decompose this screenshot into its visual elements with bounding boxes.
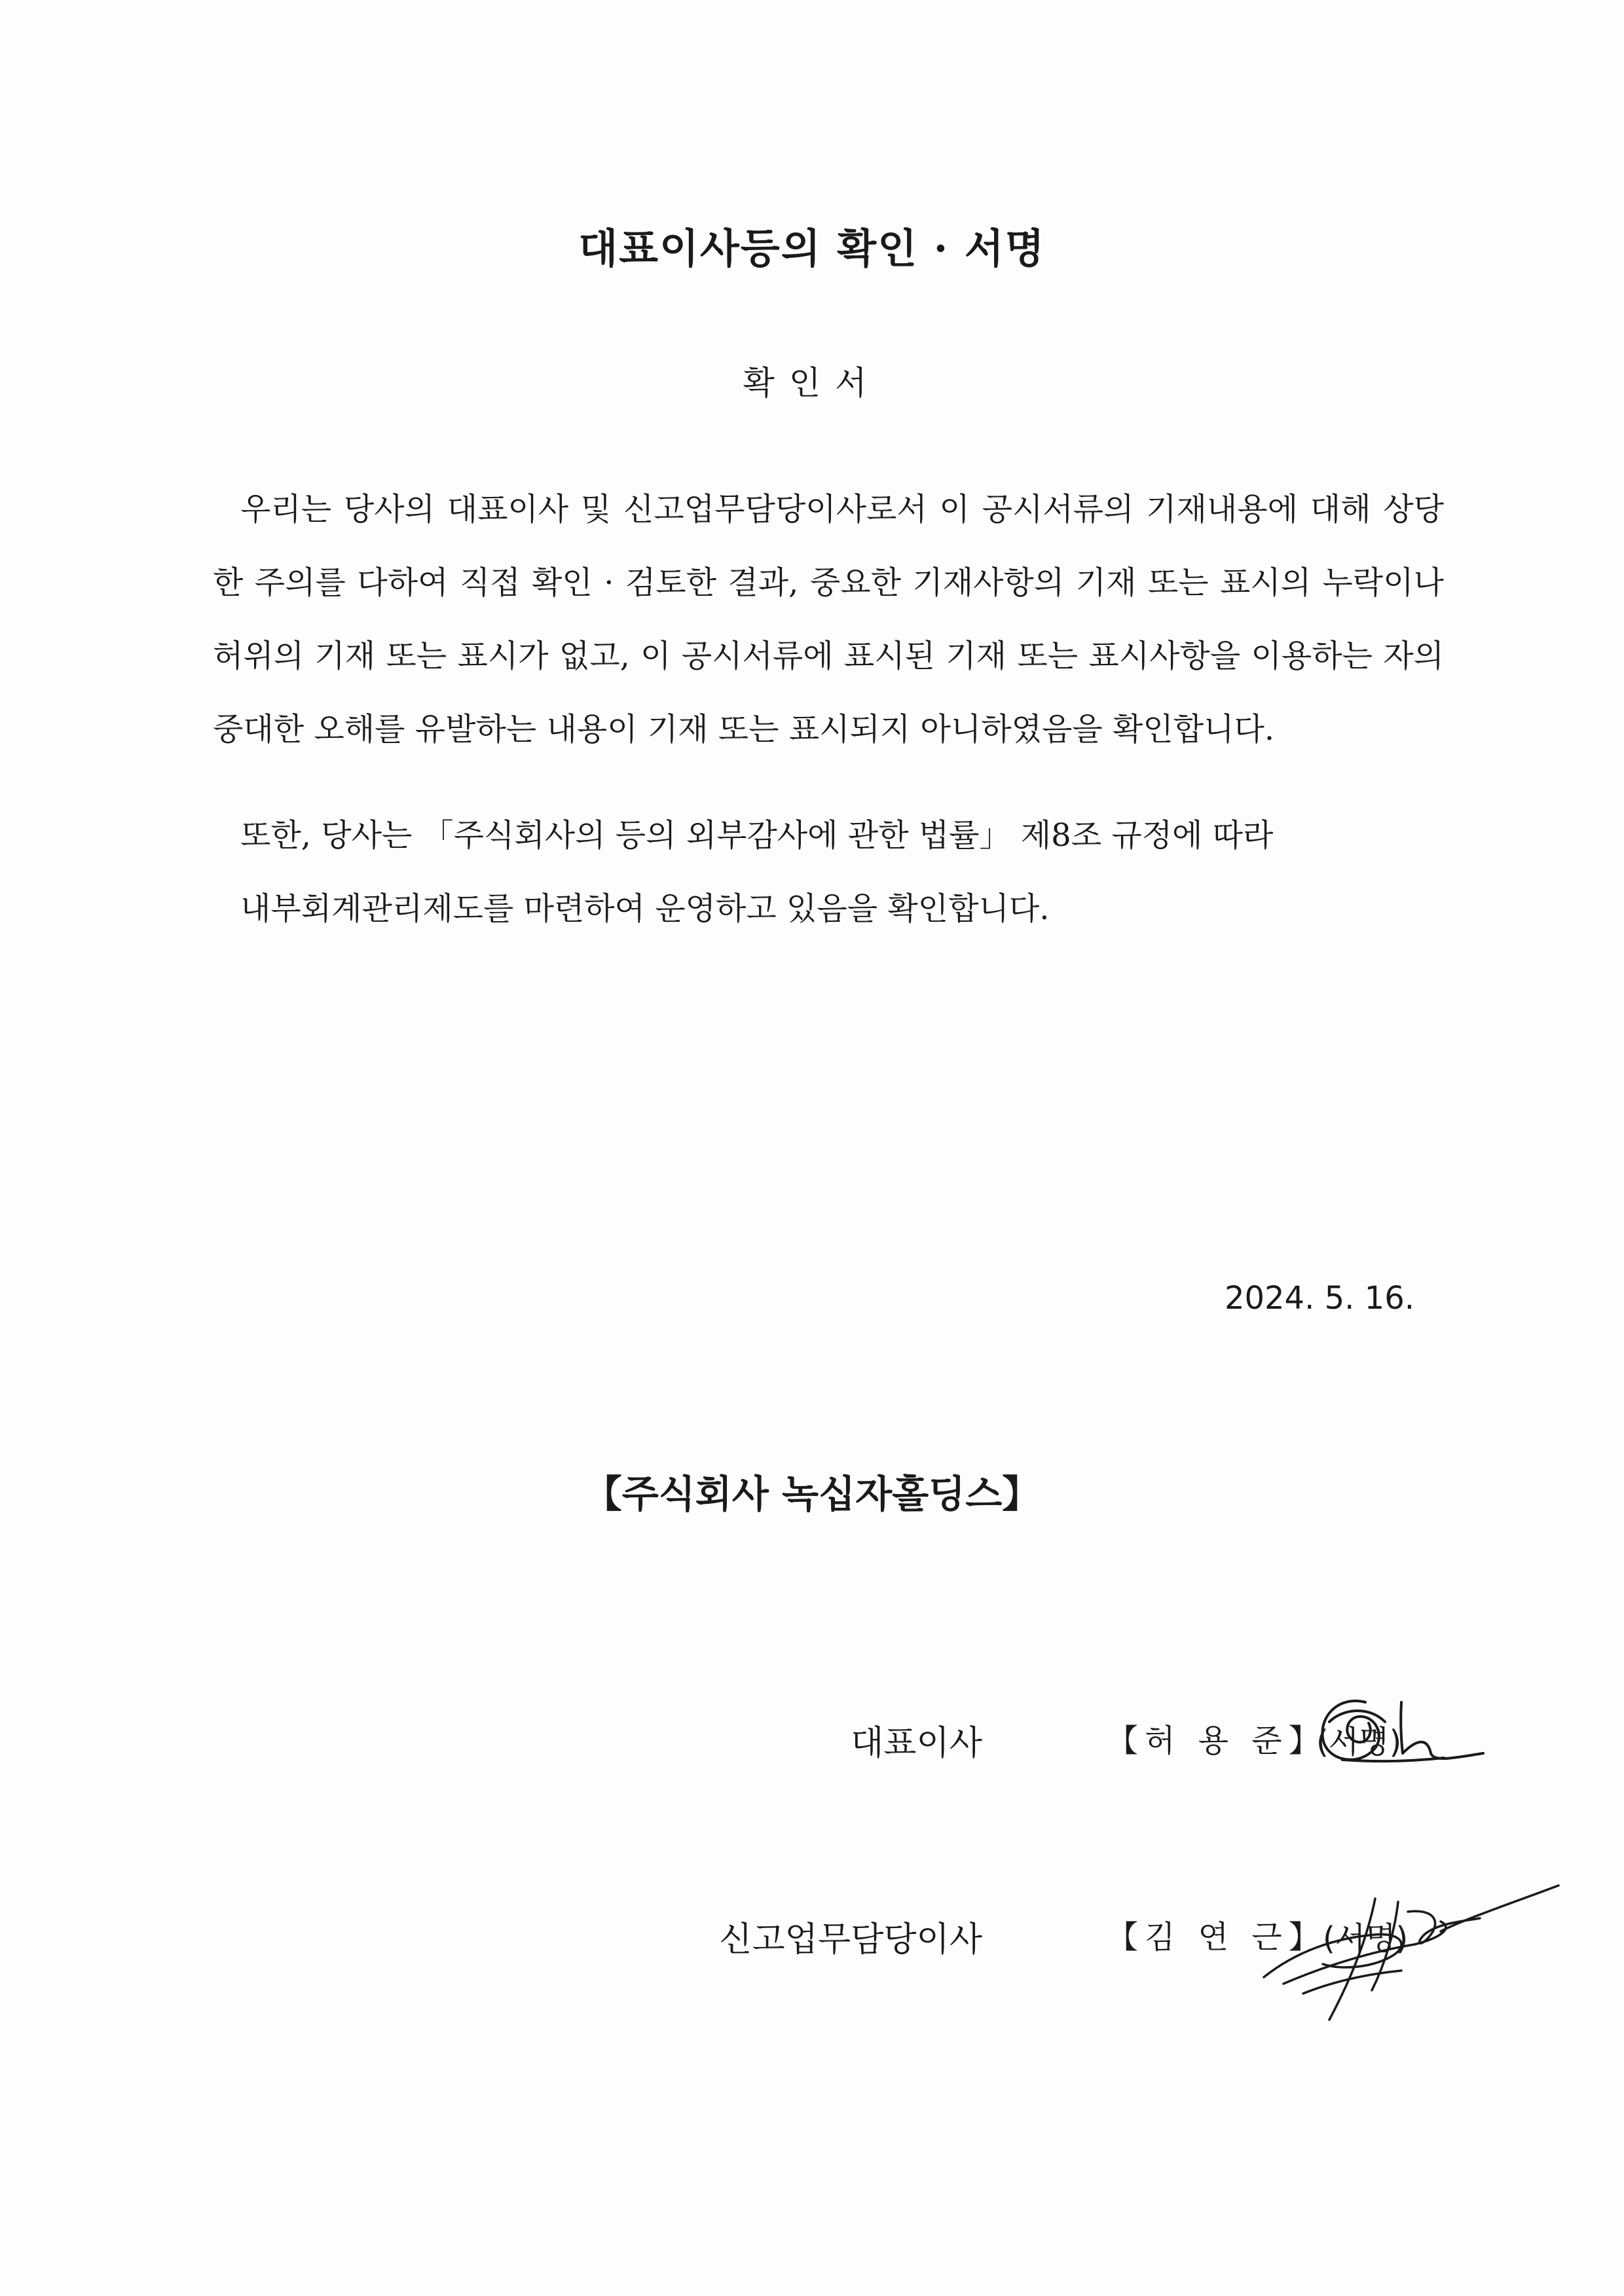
company-name: 【주식회사 녹십자홀딩스】 xyxy=(583,1472,1041,1516)
disclosure-officer-role-label: 신고업무담당이사 xyxy=(719,1920,982,1959)
ceo-name: 【허 용 준】 xyxy=(1107,1722,1327,1759)
document-date: 2024. 5. 16. xyxy=(1224,1280,1414,1317)
disclosure-officer-signature-label: (서명) xyxy=(1323,1920,1409,1957)
document-subtitle: 확인서 xyxy=(743,364,881,402)
internal-control-line-1: 또한, 당사는 「주식회사의 등의 외부감사에 관한 법률」 제8조 규정에 따라 xyxy=(240,817,1274,854)
ceo-signature-label: (서명) xyxy=(1316,1724,1402,1760)
ceo-role-label: 대표이사 xyxy=(851,1724,982,1763)
ceo-handwritten-signature xyxy=(1303,1676,1500,1781)
disclosure-officer-handwritten-signature xyxy=(1244,1872,1585,2043)
confirmation-paragraph: 우리는 당사의 대표이사 및 신고업무담당이사로서 이 공시서류의 기재내용에 대해 상당한 주의를 다하여 직접 확인 · 검토한 결과, 중요한 기재사항의 기재 또는 표시의 누락이나 허위의 기재 또는 표시가 없고, 이 공시서류에 표시된 기재 또는 표시사항을 이용하는 자의 중대한 오해를 유발하는 내용이 기재 또는 표시되지 아니하였음을 확인합니다. xyxy=(213,491,1444,748)
internal-control-paragraph xyxy=(213,799,1444,945)
internal-control-line-2: 내부회계관리제도를 마련하여 운영하고 있음을 확인합니다. xyxy=(240,890,1050,927)
disclosure-officer-name: 【김 연 근】 xyxy=(1107,1919,1327,1956)
document-title: 대표이사등의 확인 · 서명 xyxy=(578,225,1046,272)
